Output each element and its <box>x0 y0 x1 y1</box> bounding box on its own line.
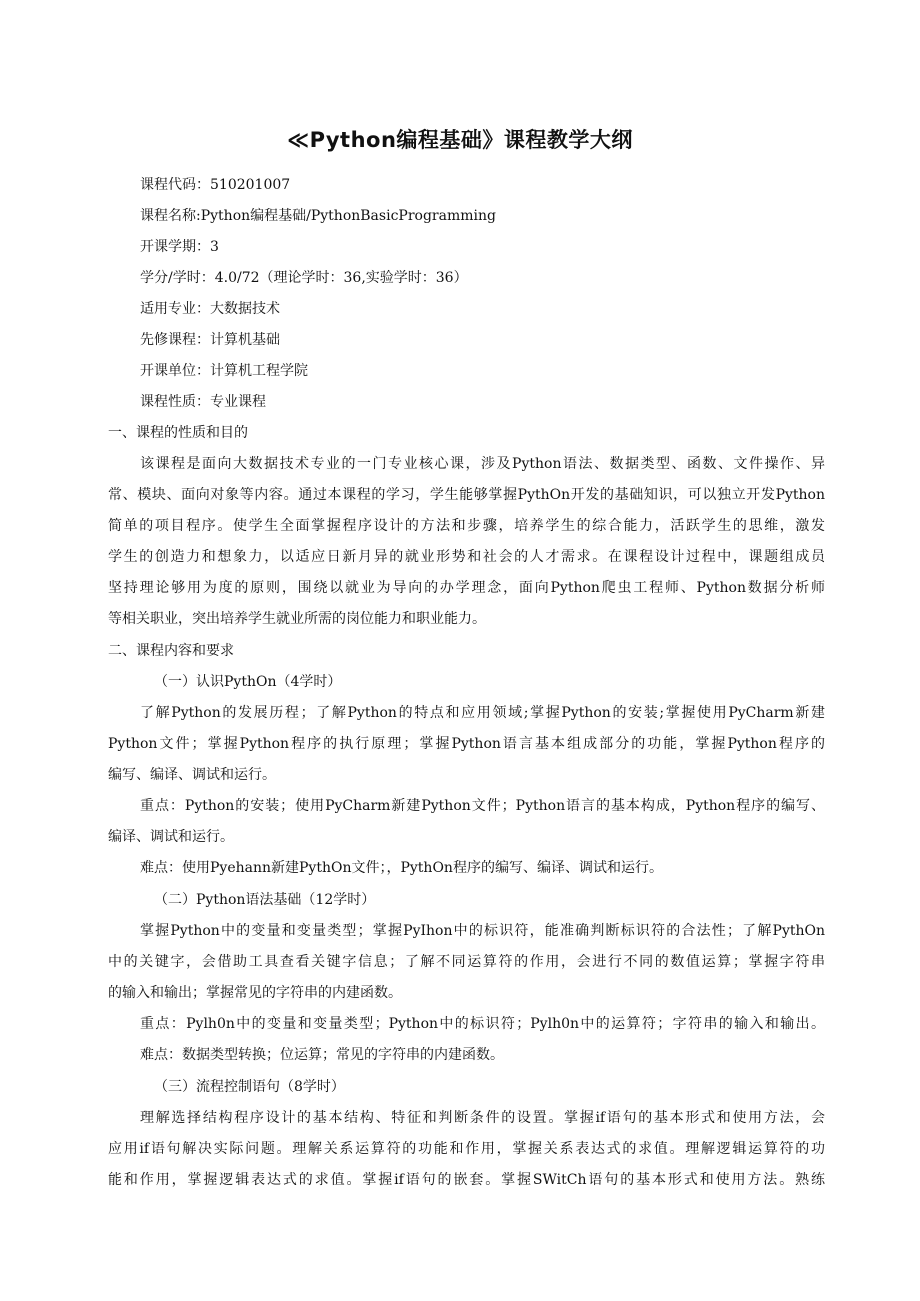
unit1-description <box>108 698 825 791</box>
info-department: 开课单位：计算机工程学院 <box>140 363 308 379</box>
paragraph-line: 编译、调试和运行。 <box>108 829 234 845</box>
paragraph-line: 等相关职业，突出培养学生就业所需的岗位能力和职业能力。 <box>108 611 486 627</box>
paragraph-line: 理解选择结构程序设计的基本结构、特征和判断条件的设置。掌握if语句的基本形式和使用方法，会 <box>140 1110 825 1126</box>
paragraph-line: 简单的项目程序。使学生全面掌握程序设计的方法和步骤，培养学生的综合能力，活跃学生的思维，激发 <box>108 518 825 534</box>
unit1-heading: （一）认识PythOn（4学时） <box>154 674 342 690</box>
unit1-key-points <box>108 791 825 853</box>
section1-heading: 一、课程的性质和目的 <box>108 425 248 441</box>
section2-heading: 二、课程内容和要求 <box>108 643 234 659</box>
unit1-difficult-points <box>108 853 825 884</box>
info-course-code: 课程代码：510201007 <box>140 177 291 193</box>
info-semester: 开课学期：3 <box>140 239 219 255</box>
paragraph-line: 能和作用，掌握逻辑表达式的求值。掌握if语句的嵌套。掌握SWitCh语句的基本形式和使用方法。熟练 <box>108 1172 825 1188</box>
paragraph-line: 该课程是面向大数据技术专业的一门专业核心课，涉及Python语法、数据类型、函数、文件操作、异 <box>140 456 825 472</box>
paragraph-line: 中的关键字，会借助工具查看关键字信息；了解不同运算符的作用，会进行不同的数值运算；掌握字符串 <box>108 954 825 970</box>
info-course-nature: 课程性质：专业课程 <box>140 394 266 410</box>
paragraph-line: 坚持理论够用为度的原则，围绕以就业为导向的办学理念，面向Python爬虫工程师、Python数据分析师 <box>108 580 825 596</box>
info-credits-hours: 学分/学时：4.0/72（理论学时：36,实验学时：36） <box>140 270 468 286</box>
unit3-description <box>108 1103 825 1196</box>
paragraph-line: 常、模块、面向对象等内容。通过本课程的学习，学生能够掌握PythOn开发的基础知识，可以独立开发Python <box>108 487 825 503</box>
unit2-key-points <box>108 1009 825 1040</box>
paragraph-line: 应用if语句解决实际问题。理解关系运算符的功能和作用，掌握关系表达式的求值。理解逻辑运算符的功 <box>108 1141 825 1157</box>
paragraph-line: 了解Python的发展历程；了解Python的特点和应用领域;掌握Python的安装;掌握使用PyCharm新建 <box>140 705 825 721</box>
info-course-name: 课程名称:Python编程基础/PythonBasicProgramming <box>140 208 496 224</box>
info-prerequisite: 先修课程：计算机基础 <box>140 332 280 348</box>
unit2-difficult-points <box>108 1040 825 1071</box>
info-major: 适用专业：大数据技术 <box>140 301 280 317</box>
paragraph-line: 重点：Python的安装；使用PyCharm新建Python文件；Python语言的基本构成，Python程序的编写、 <box>140 798 825 814</box>
section1-paragraph <box>108 449 825 635</box>
paragraph-line: 难点：数据类型转换；位运算；常见的字符串的内建函数。 <box>140 1047 504 1063</box>
paragraph-line: 难点：使用Pyehann新建PythOn文件；，PythOn程序的编写、编译、调试和运行。 <box>140 860 663 876</box>
unit3-heading: （三）流程控制语句（8学时） <box>154 1079 345 1095</box>
unit2-description <box>108 916 825 1009</box>
paragraph-line: 重点：Pylh0n中的变量和变量类型；Python中的标识符；Pylh0n中的运算符；字符串的输入和输出。 <box>140 1016 825 1032</box>
unit2-heading: （二）Python语法基础（12学时） <box>154 892 376 908</box>
paragraph-line: 学生的创造力和想象力，以适应日新月异的就业形势和社会的人才需求。在课程设计过程中，课题组成员 <box>108 549 825 565</box>
paragraph-line: Python文件；掌握Python程序的执行原理；掌握Python语言基本组成部分的功能，掌握Python程序的 <box>108 736 825 752</box>
paragraph-line: 掌握Python中的变量和变量类型；掌握PyIhon中的标识符，能准确判断标识符的合法性；了解PythOn <box>140 923 825 939</box>
paragraph-line: 编写、编译、调试和运行。 <box>108 767 276 783</box>
paragraph-line: 的输入和输出；掌握常见的字符串的内建函数。 <box>108 985 402 1001</box>
document-title: ≪Python编程基础》课程教学大纲 <box>287 128 633 152</box>
